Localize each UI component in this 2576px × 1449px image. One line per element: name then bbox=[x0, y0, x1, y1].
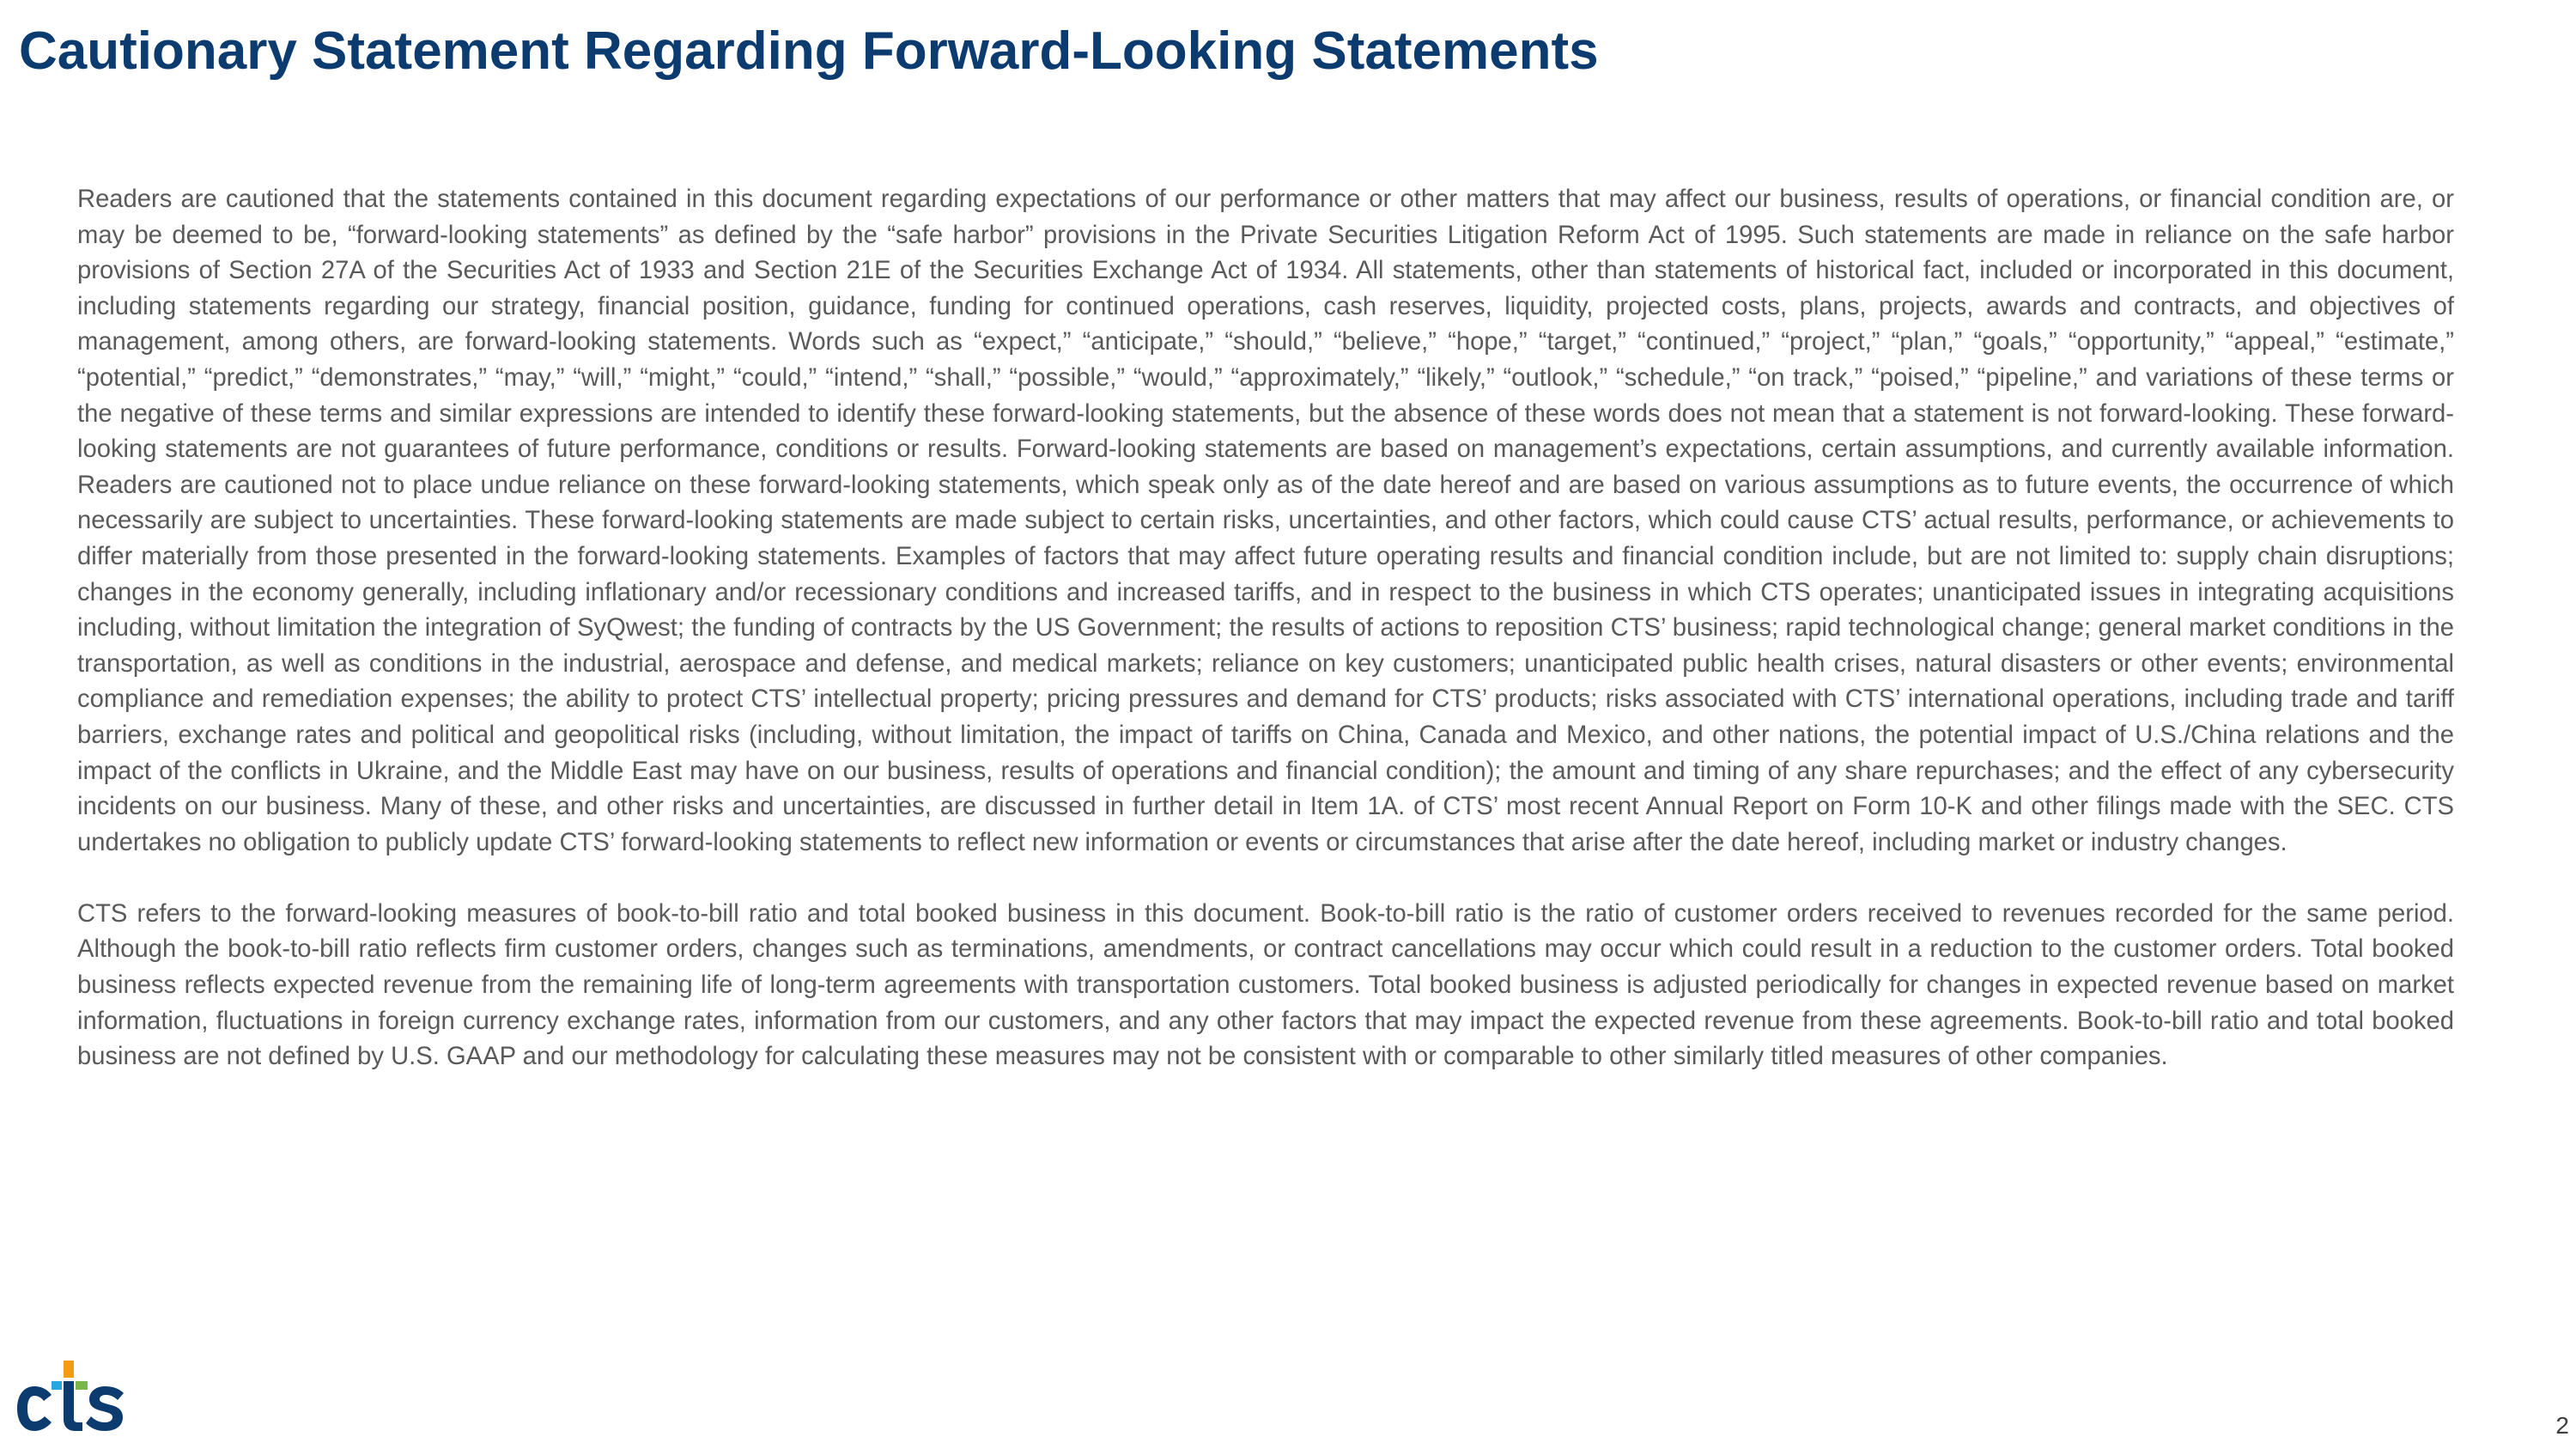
disclaimer-paragraph-forward-looking: Readers are cautioned that the statements contained in this document regarding expectations of our performance or other matters that may affect our business, results of operations, or financial condition are, or may be deemed to be, “forward-looking statements” as defined by the “safe harbor” provisions in the Private Securities Litigation Reform Act of 1995. Such statements are made in reliance on the safe harbor provisions of Section 27A of the Securities Act of 1933 and Section 21E of the Securities Exchange Act of 1934. All statements, other than statements of historical fact, included or incorporated in this document, including statements regarding our strategy, financial position, guidance, funding for continued operations, cash reserves, liquidity, projected costs, plans, projects, awards and contracts, and objectives of management, among others, are forward-looking statements. Words such as “expect,” “anticipate,” “should,” “believe,” “hope,” “target,” “continued,” “project,” “plan,” “goals,” “opportunity,” “appeal,” “estimate,” “potential,” “predict,” “demonstrates,” “may,” “will,” “might,” “could,” “intend,” “shall,” “possible,” “would,” “approximately,” “likely,” “outlook,” “schedule,” “on track,” “poised,” “pipeline,” and variations of these terms or the negative of these terms and similar expressions are intended to identify these forward-looking statements, but the absence of these words does not mean that a statement is not forward-looking. These forward-looking statements are not guarantees of future performance, conditions or results. Forward-looking statements are based on management’s expectations, certain assumptions, and currently available information. Readers are cautioned not to place undue reliance on these forward-looking statements, which speak only as of the date hereof and are based on various assumptions as to future events, the occurrence of which necessarily are subject to uncertainties. These forward-looking statements are made subject to certain risks, uncertainties, and other factors, which could cause CTS’ actual results, performance, or achievements to differ materially from those presented in the forward-looking statements. Examples of factors that may affect future operating results and financial condition include, but are not limited to: supply chain disruptions; changes in the economy generally, including inflationary and/or recessionary conditions and increased tariffs, and in respect to the business in which CTS operates; unanticipated issues in integrating acquisitions including, without limitation the integration of SyQwest; the funding of contracts by the US Government; the results of actions to reposition CTS’ business; rapid technological change; general market conditions in the transportation, as well as conditions in the industrial, aerospace and defense, and medical markets; reliance on key customers; unanticipated public health crises, natural disasters or other events; environmental compliance and remediation expenses; the ability to protect CTS’ intellectual property; pricing pressures and demand for CTS’ products; risks associated with CTS’ international operations, including trade and tariff barriers, exchange rates and political and geopolitical risks (including, without limitation, the impact of tariffs on China, Canada and Mexico, and other nations, the potential impact of U.S./China relations and the impact of the conflicts in Ukraine, and the Middle East may have on our business, results of operations and financial condition); the amount and timing of any share repurchases; and the effect of any cybersecurity incidents on our business. Many of these, and other risks and uncertainties, are discussed in further detail in Item 1A. of CTS’ most recent Annual Report on Form 10-K and other filings made with the SEC. CTS undertakes no obligation to publicly update CTS’ forward-looking statements to reflect new information or events or circumstances that arise after the date hereof, including market or industry changes. bbox=[77, 186, 2454, 856]
logo-letter-s bbox=[86, 1386, 124, 1431]
logo-accent-green bbox=[76, 1381, 88, 1390]
disclaimer-paragraph-book-to-bill: CTS refers to the forward-looking measures of book-to-bill ratio and total booked business in this document. Book-to-bill ratio is the ratio of customer orders received to revenues recorded for the same period. Although the book-to-bill ratio reflects firm customer orders, changes such as terminations, amendments, or contract cancellations may occur which could result in a reduction to the customer orders. Total booked business reflects expected revenue from the remaining life of long-term agreements with transportation customers. Total booked business is adjusted periodically for changes in expected revenue based on market information, fluctuations in foreign currency exchange rates, information from our customers, and any other factors that may impact the expected revenue from these agreements. Book-to-bill ratio and total booked business are not defined by U.S. GAAP and our methodology for calculating these measures may not be consistent with or comparable to other similarly titled measures of other companies. bbox=[77, 899, 2454, 1071]
page-title: Cautionary Statement Regarding Forward-Looking Statements bbox=[19, 21, 1599, 81]
page-number: 2 bbox=[2555, 1412, 2569, 1439]
disclaimer-body bbox=[77, 182, 2454, 1111]
logo-letter-c bbox=[17, 1386, 52, 1431]
logo-accent-orange bbox=[64, 1361, 74, 1378]
logo-accent-blue bbox=[52, 1381, 62, 1390]
cts-logo bbox=[14, 1359, 158, 1441]
